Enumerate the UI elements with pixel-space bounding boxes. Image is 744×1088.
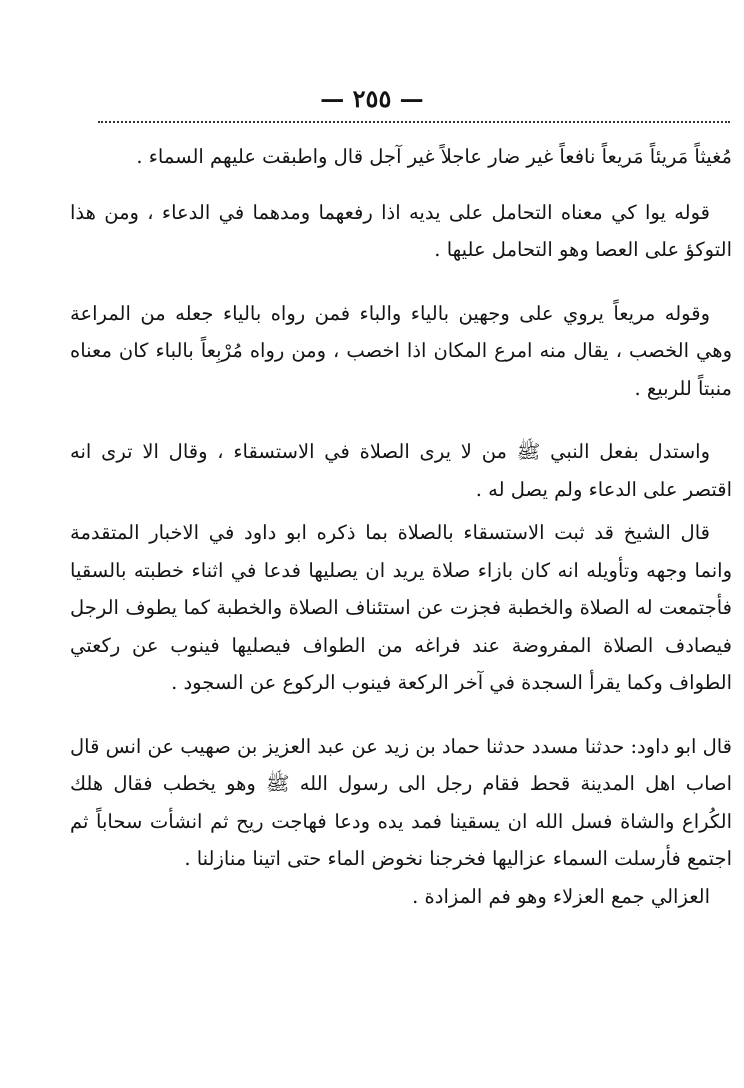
- header-divider: [98, 121, 730, 123]
- page-body: [70, 138, 732, 915]
- paragraph-6: قال ابو داود: حدثنا مسدد حدثنا حماد بن زيد عن عبد العزيز بن صهيب عن انس قال اصاب اهل المدينة قحط فقام رجل الى رسول الله ﷺ وهو يخطب فقال هلك الكُراع والشاة فسل الله ان يسقينا فمد يده ودعا فهاجت ريح ثم انشأت سحاباً ثم اجتمع فأرسلت السماء عزاليها فخرجنا نخوض الماء حتى اتينا منازلنا .: [70, 734, 732, 870]
- paragraph-7: العزالي جمع العزلاء وهو فم المزادة .: [412, 884, 710, 908]
- page-number: — ٢٥٥ —: [320, 84, 424, 113]
- paragraph-3: وقوله مريعاً يروي على وجهين بالياء والباء فمن رواه بالياء جعله من المراعة وهي الخصب ، يقال منه امرع المكان اذا اخصب ، ومن رواه مُرْبِعاً بالباء كان معناه منبتاً للربيع .: [70, 301, 732, 400]
- paragraph-2: قوله يوا كي معناه التحامل على يديه اذا رفعهما ومدهما في الدعاء ، ومن هذا التوكؤ على العصا وهو التحامل عليها .: [70, 200, 732, 261]
- paragraph-4: واستدل بفعل النبي ﷺ من لا يرى الصلاة في الاستسقاء ، وقال الا ترى انه اقتصر على الدعاء ولم يصل له .: [70, 440, 732, 501]
- paragraph-1: مُغيثاً مَريئاً مَريعاً نافعاً غير ضار عاجلاً غير آجل قال واطبقت عليهم السماء .: [136, 145, 732, 168]
- paragraph-5: قال الشيخ قد ثبت الاستسقاء بالصلاة بما ذكره ابو داود في الاخبار المتقدمة وانما وجهه وتأويله انه كان بازاء صلاة يريد ان يصليها فدعا في اثناء خطبته بالسقيا فأجتمعت له الصلاة والخطبة فجزت عن استئناف الصلاة والخطبة كما يطوف الرجل فيصادف الصلاة المفروضة عند فراغه من الطواف فيصليها فينوب عن ركعتي الطواف وكما يقرأ السجدة في آخر الركعة فينوب الركوع عن السجود .: [70, 521, 732, 694]
